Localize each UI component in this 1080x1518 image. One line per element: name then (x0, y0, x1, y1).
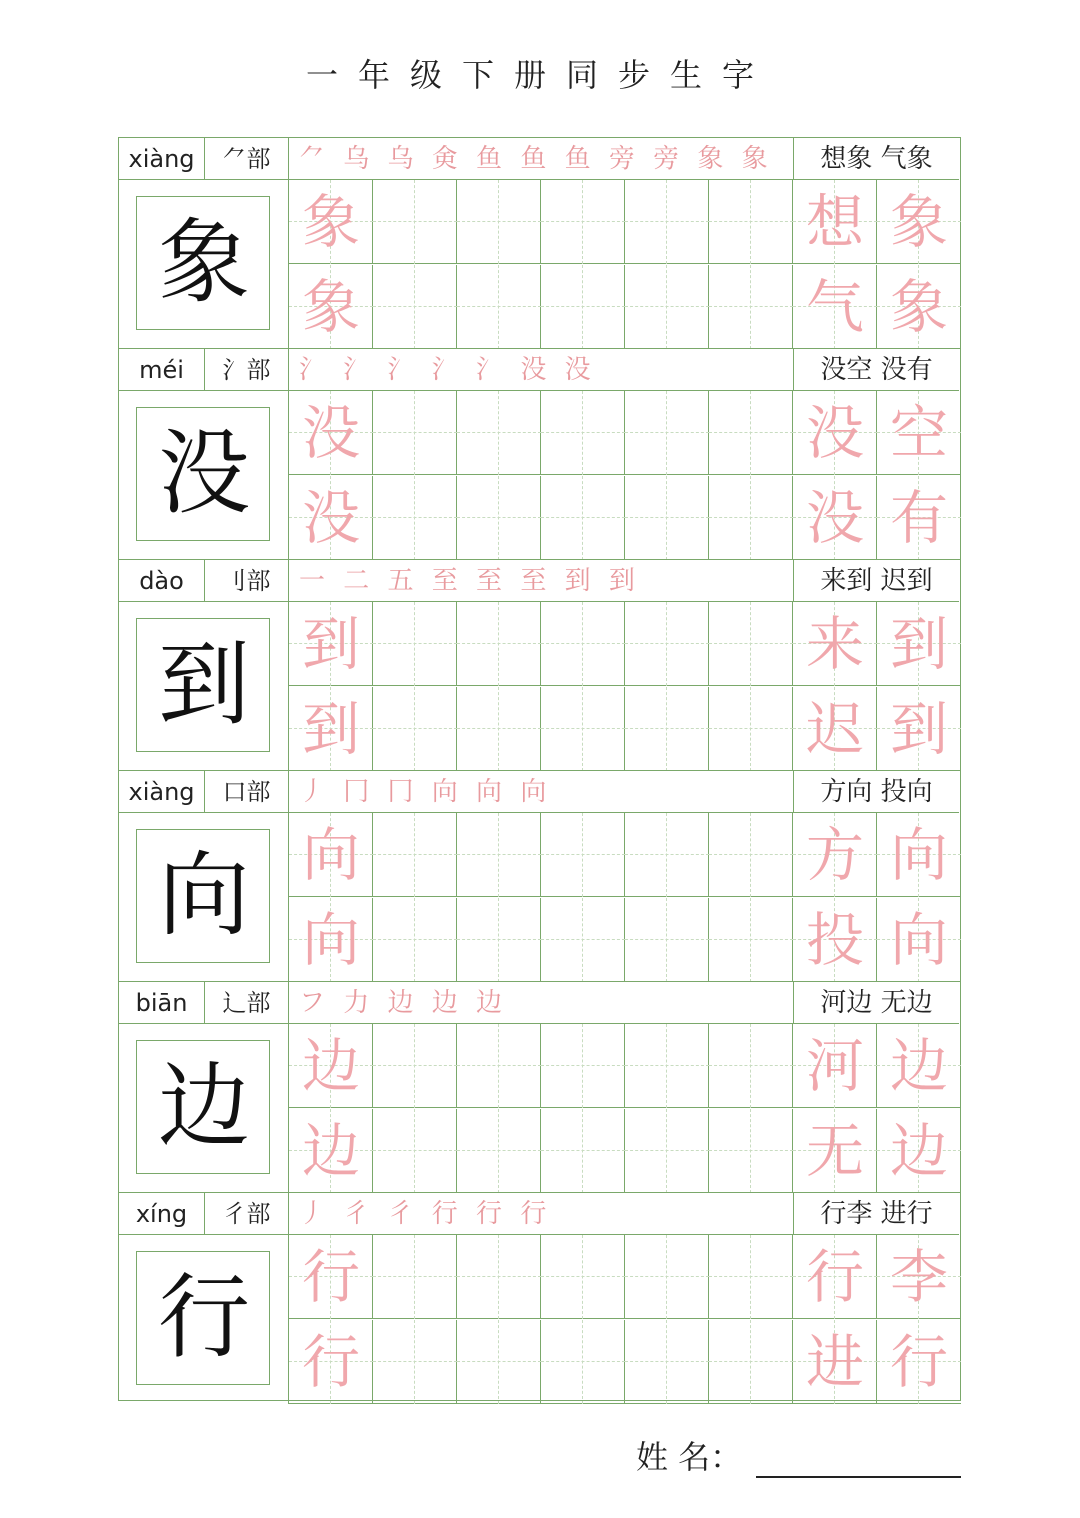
character-section (119, 1193, 959, 1404)
word-cell[interactable] (793, 265, 877, 349)
word-cell[interactable] (793, 391, 877, 475)
model-character-box (136, 407, 270, 541)
writing-cell[interactable] (289, 1109, 373, 1193)
trace-character: 没 (301, 399, 360, 467)
writing-cell[interactable] (625, 687, 709, 771)
word-trace-character: 向 (889, 906, 948, 974)
model-character: 向 (157, 842, 250, 949)
writing-cell[interactable] (709, 265, 793, 349)
model-character-cell (119, 1024, 289, 1193)
practice-area (119, 391, 959, 560)
writing-cell[interactable] (373, 687, 457, 771)
writing-cell[interactable] (541, 602, 625, 686)
model-character-box (136, 618, 270, 752)
trace-character: 向 (301, 821, 360, 889)
writing-cell[interactable] (709, 1024, 793, 1108)
radical-label: 刂部 (205, 560, 289, 602)
writing-cell[interactable] (373, 602, 457, 686)
stroke-order: 丿 冂 冂 向 向 向 (299, 777, 552, 807)
radical-label: 氵部 (205, 349, 289, 391)
stroke-order: 氵 氵 氵 氵 氵 没 没 (299, 355, 596, 385)
writing-cell[interactable] (625, 1235, 709, 1319)
writing-cell[interactable] (457, 1320, 541, 1404)
word-trace-character: 到 (889, 695, 948, 763)
radical-label: ⺈部 (205, 138, 289, 180)
word-pair-label: 想象 气象 (793, 138, 959, 180)
word-trace-character: 行 (889, 1328, 948, 1396)
writing-cell[interactable] (709, 898, 793, 982)
writing-cell[interactable] (541, 1235, 625, 1319)
writing-cell[interactable] (373, 180, 457, 264)
word-cell[interactable] (793, 476, 877, 560)
section-header (119, 771, 959, 813)
word-trace-character: 空 (889, 399, 948, 467)
character-section (119, 982, 959, 1193)
writing-cell[interactable] (289, 1235, 373, 1319)
trace-character: 到 (301, 695, 360, 763)
word-cell[interactable] (877, 1320, 961, 1404)
trace-character: 象 (301, 188, 360, 256)
model-character-cell (119, 180, 289, 349)
writing-cell[interactable] (457, 391, 541, 475)
word-trace-character: 边 (889, 1032, 948, 1100)
writing-cell[interactable] (289, 476, 373, 560)
pinyin-label: xiàng (119, 771, 205, 813)
character-section (119, 560, 959, 771)
word-pair-label: 没空 没有 (793, 349, 959, 391)
model-character-box (136, 196, 270, 330)
character-section (119, 771, 959, 982)
writing-cell[interactable] (541, 687, 625, 771)
word-cell[interactable] (877, 265, 961, 349)
writing-cell[interactable] (709, 1320, 793, 1404)
pinyin-label: méi (119, 349, 205, 391)
writing-cell[interactable] (625, 813, 709, 897)
trace-character: 到 (301, 610, 360, 678)
model-character-box (136, 829, 270, 963)
trace-character: 象 (301, 273, 360, 341)
name-field (636, 1432, 961, 1478)
name-blank-line[interactable] (756, 1446, 961, 1478)
model-character: 没 (157, 420, 250, 527)
writing-cell[interactable] (541, 476, 625, 560)
character-section (119, 138, 959, 349)
writing-cell[interactable] (373, 898, 457, 982)
word-cell[interactable] (877, 1235, 961, 1319)
section-header (119, 560, 959, 602)
writing-cell[interactable] (625, 602, 709, 686)
writing-cell[interactable] (457, 180, 541, 264)
model-character: 边 (157, 1053, 250, 1160)
word-cell[interactable] (793, 1024, 877, 1108)
writing-cell[interactable] (625, 265, 709, 349)
word-cell[interactable] (877, 813, 961, 897)
worksheet-grid (118, 137, 961, 1401)
writing-cell[interactable] (709, 602, 793, 686)
writing-cell[interactable] (709, 476, 793, 560)
word-trace-character: 李 (889, 1243, 948, 1311)
writing-cell[interactable] (709, 1109, 793, 1193)
writing-cell[interactable] (625, 1024, 709, 1108)
word-trace-character: 到 (889, 610, 948, 678)
trace-character: 边 (301, 1117, 360, 1185)
writing-cell[interactable] (541, 265, 625, 349)
writing-cell[interactable] (709, 1235, 793, 1319)
word-cell[interactable] (793, 1235, 877, 1319)
word-pair-label: 行李 进行 (793, 1193, 959, 1235)
section-header (119, 349, 959, 391)
word-trace-character: 进 (805, 1328, 864, 1396)
writing-cell[interactable] (541, 1024, 625, 1108)
word-pair-label: 来到 迟到 (793, 560, 959, 602)
writing-cell[interactable] (541, 1320, 625, 1404)
word-trace-character: 气 (805, 273, 864, 341)
writing-cell[interactable] (625, 898, 709, 982)
practice-area (119, 602, 959, 771)
writing-cell[interactable] (709, 687, 793, 771)
word-pair-label: 方向 投向 (793, 771, 959, 813)
word-trace-character: 行 (805, 1243, 864, 1311)
stroke-order: フ 力 边 边 边 (299, 988, 508, 1018)
writing-cell[interactable] (373, 476, 457, 560)
writing-cell[interactable] (541, 898, 625, 982)
writing-cell[interactable] (373, 813, 457, 897)
writing-cell[interactable] (457, 1109, 541, 1193)
trace-character: 向 (301, 906, 360, 974)
writing-cell[interactable] (289, 265, 373, 349)
word-pair-label: 河边 无边 (793, 982, 959, 1024)
model-character-box (136, 1251, 270, 1385)
trace-character: 行 (301, 1328, 360, 1396)
word-cell[interactable] (877, 391, 961, 475)
section-header (119, 1193, 959, 1235)
word-cell[interactable] (877, 476, 961, 560)
writing-cell[interactable] (373, 265, 457, 349)
writing-cell[interactable] (373, 391, 457, 475)
word-trace-character: 向 (889, 821, 948, 889)
word-cell[interactable] (877, 687, 961, 771)
word-cell[interactable] (793, 602, 877, 686)
model-character: 象 (157, 209, 250, 316)
model-character: 到 (157, 631, 250, 738)
writing-cell[interactable] (289, 1024, 373, 1108)
section-header (119, 138, 959, 180)
writing-cell[interactable] (541, 1109, 625, 1193)
character-section (119, 349, 959, 560)
radical-label: 彳部 (205, 1193, 289, 1235)
word-cell[interactable] (793, 1320, 877, 1404)
writing-cell[interactable] (625, 1320, 709, 1404)
writing-cell[interactable] (457, 265, 541, 349)
writing-cell[interactable] (541, 813, 625, 897)
word-cell[interactable] (793, 813, 877, 897)
writing-cell[interactable] (373, 1320, 457, 1404)
word-trace-character: 没 (805, 484, 864, 552)
word-trace-character: 边 (889, 1117, 948, 1185)
word-trace-character: 投 (805, 906, 864, 974)
word-trace-character: 象 (889, 188, 948, 256)
word-cell[interactable] (793, 898, 877, 982)
model-character-cell (119, 391, 289, 560)
word-trace-character: 方 (805, 821, 864, 889)
stroke-order: 丿 彳 彳 行 行 行 (299, 1199, 552, 1229)
word-cell[interactable] (877, 1109, 961, 1193)
word-trace-character: 河 (805, 1032, 864, 1100)
trace-character: 行 (301, 1243, 360, 1311)
writing-cell[interactable] (289, 602, 373, 686)
name-label: 姓 名： (636, 1438, 743, 1476)
pinyin-label: dào (119, 560, 205, 602)
writing-cell[interactable] (709, 813, 793, 897)
writing-cell[interactable] (625, 1109, 709, 1193)
writing-cell[interactable] (457, 898, 541, 982)
model-character-cell (119, 1235, 289, 1404)
writing-cell[interactable] (541, 391, 625, 475)
writing-cell[interactable] (373, 1235, 457, 1319)
word-trace-character: 象 (889, 273, 948, 341)
model-character-box (136, 1040, 270, 1174)
writing-cell[interactable] (373, 1024, 457, 1108)
writing-cell[interactable] (709, 180, 793, 264)
practice-area (119, 180, 959, 349)
pinyin-label: xiàng (119, 138, 205, 180)
radical-label: 辶部 (205, 982, 289, 1024)
word-trace-character: 想 (805, 188, 864, 256)
model-character-cell (119, 602, 289, 771)
writing-cell[interactable] (457, 602, 541, 686)
pinyin-label: xíng (119, 1193, 205, 1235)
page-title: 一年级下册同步生字 (305, 56, 774, 94)
word-cell[interactable] (877, 1024, 961, 1108)
word-cell[interactable] (793, 1109, 877, 1193)
word-cell[interactable] (877, 180, 961, 264)
practice-area (119, 813, 959, 982)
pinyin-label: biān (119, 982, 205, 1024)
word-trace-character: 有 (889, 484, 948, 552)
writing-cell[interactable] (625, 180, 709, 264)
writing-cell[interactable] (289, 898, 373, 982)
writing-cell[interactable] (457, 476, 541, 560)
word-cell[interactable] (877, 602, 961, 686)
writing-cell[interactable] (625, 476, 709, 560)
model-character: 行 (157, 1264, 250, 1371)
writing-cell[interactable] (289, 180, 373, 264)
writing-cell[interactable] (457, 813, 541, 897)
word-trace-character: 无 (805, 1117, 864, 1185)
writing-cell[interactable] (709, 391, 793, 475)
writing-cell[interactable] (289, 391, 373, 475)
trace-character: 边 (301, 1032, 360, 1100)
stroke-order: 一 二 五 至 至 至 到 到 (299, 566, 640, 596)
practice-area (119, 1235, 959, 1404)
word-trace-character: 迟 (805, 695, 864, 763)
writing-cell[interactable] (289, 687, 373, 771)
word-trace-character: 没 (805, 399, 864, 467)
writing-cell[interactable] (457, 687, 541, 771)
radical-label: 口部 (205, 771, 289, 813)
stroke-order: ⺈ 乌 乌 㑒 鱼 鱼 鱼 旁 旁 象 象 (299, 144, 773, 174)
practice-area (119, 1024, 959, 1193)
word-trace-character: 来 (805, 610, 864, 678)
writing-cell[interactable] (373, 1109, 457, 1193)
writing-cell[interactable] (541, 180, 625, 264)
word-cell[interactable] (793, 687, 877, 771)
model-character-cell (119, 813, 289, 982)
writing-cell[interactable] (625, 391, 709, 475)
writing-cell[interactable] (457, 1235, 541, 1319)
writing-cell[interactable] (289, 813, 373, 897)
writing-cell[interactable] (289, 1320, 373, 1404)
word-cell[interactable] (877, 898, 961, 982)
section-header (119, 982, 959, 1024)
word-cell[interactable] (793, 180, 877, 264)
writing-cell[interactable] (457, 1024, 541, 1108)
trace-character: 没 (301, 484, 360, 552)
